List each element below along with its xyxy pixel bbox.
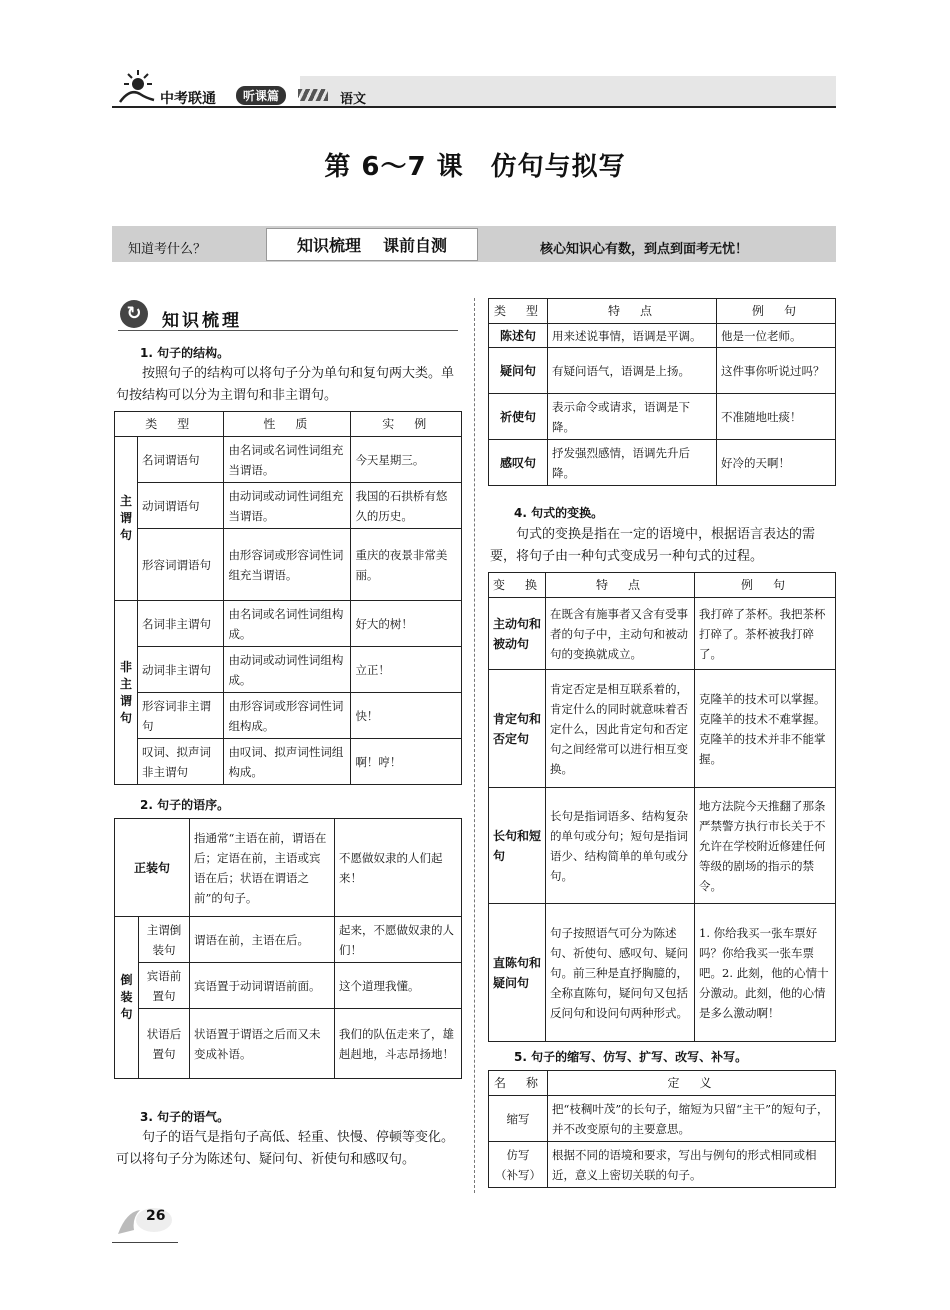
cell: 把“枝稠叶茂”的长句子，缩短为只留“主干”的短句子，并不改变原句的主要意思。 (548, 1096, 836, 1142)
header-rule (112, 106, 836, 108)
table-row (115, 483, 462, 529)
column-divider (474, 298, 475, 1193)
table-row (489, 598, 836, 670)
term-name: 缩写 (506, 1111, 530, 1126)
subject-label: 语文 (340, 92, 367, 107)
s2-heading: 2. 句子的语序。 (140, 798, 230, 812)
cell: 根据不同的语境和要求，写出与例句的形式相同或相近，意义上密切关联的句子。 (548, 1142, 836, 1188)
transform-table (488, 572, 836, 1042)
cell (489, 1096, 548, 1142)
refresh-icon: ↻ (120, 300, 148, 328)
cell: 长句是指词语多、结构复杂的单句或分句；短句是指词语少、结构简单的单句或分句。 (546, 788, 695, 904)
section-title: 知识梳理 (162, 311, 242, 331)
cell (489, 1142, 548, 1188)
cell: 感叹句 (489, 440, 548, 486)
structure-table (114, 411, 462, 785)
cell: 肯定句和否定句 (489, 670, 546, 788)
cell: 疑问句 (489, 348, 548, 394)
banner-right-text: 核心知识心有数，到点到面考无忧！ (540, 242, 749, 257)
cell: 句子按照语气可分为陈述句、祈使句、感叹句、疑问句。前三种是直抒胸臆的，全称直陈句，疑问句又包括反问句和设问句两种形式。 (546, 904, 695, 1042)
cell: 这件事你听说过吗？ (717, 348, 836, 394)
cell: 长句和短句 (489, 788, 546, 904)
cell: 名词非主谓句 (138, 601, 224, 647)
table-header-row (489, 573, 836, 598)
cell: 地方法院今天推翻了那条严禁警方执行市长关于不允许在学校附近修建任何等级的剧场的指示的禁令。 (695, 788, 836, 904)
col-header: 例 句 (717, 299, 836, 324)
table-row (489, 324, 836, 348)
cell: 我国的石拱桥有悠久的历史。 (351, 483, 462, 529)
cell: 好冷的天啊！ (717, 440, 836, 486)
term-note: （补写） (495, 1167, 541, 1182)
cell: 我打碎了茶杯。我把茶杯打碎了。茶杯被我打碎了。 (695, 598, 836, 670)
table-row (489, 1142, 836, 1188)
banner-left-text: 知道考什么？ (128, 242, 207, 257)
cell: 名词谓语句 (138, 437, 224, 483)
s1-heading: 1. 句子的结构。 (140, 346, 230, 360)
table-row (489, 348, 836, 394)
cell: 状语后置句 (138, 1009, 189, 1079)
table-row (115, 437, 462, 483)
table-row (489, 394, 836, 440)
page-title: 第 6～7 课 仿句与拟写 (324, 152, 626, 182)
s3-heading: 3. 句子的语气。 (140, 1110, 230, 1124)
s4-heading: 4. 句式的变换。 (514, 506, 604, 520)
banner-center-b: 课前自测 (383, 236, 448, 255)
cell: 由叹词、拟声词性词组构成。 (224, 739, 351, 785)
banner-center-a: 知识梳理 (296, 236, 361, 255)
table-row (115, 819, 462, 917)
cell: 重庆的夜景非常美丽。 (351, 529, 462, 601)
table-row (489, 670, 836, 788)
cell: 动词非主谓句 (138, 647, 224, 693)
col-header: 定 义 (548, 1071, 836, 1096)
col-header: 性 质 (224, 412, 351, 437)
normal-order-label: 正装句 (115, 819, 190, 917)
col-header: 类 型 (489, 299, 548, 324)
col-header: 特 点 (546, 573, 695, 598)
term-name: 仿写 (506, 1147, 530, 1162)
cell: 叹词、拟声词非主谓句 (138, 739, 224, 785)
cell: 动词谓语句 (138, 483, 224, 529)
cell: 由形容词或形容词性词组充当谓语。 (224, 529, 351, 601)
cell: 主谓倒装句 (138, 917, 189, 963)
footer-rule (112, 1242, 178, 1243)
cell: 好大的树！ (351, 601, 462, 647)
cell: 形容词非主谓句 (138, 693, 224, 739)
cell: 谓语在前，主语在后。 (190, 917, 335, 963)
col-header: 实 例 (351, 412, 462, 437)
cell: 宾语置于动词谓语前面。 (190, 963, 335, 1009)
cell: 不准随地吐痰！ (717, 394, 836, 440)
table-row (489, 440, 836, 486)
table-row (115, 601, 462, 647)
col-header: 名 称 (489, 1071, 548, 1096)
table-row (489, 1096, 836, 1142)
cell: 直陈句和疑问句 (489, 904, 546, 1042)
table-row (115, 647, 462, 693)
cell: 我们的队伍走来了，雄赳赳地，斗志昂扬地！ (335, 1009, 462, 1079)
s5-heading: 5. 句子的缩写、仿写、扩写、改写、补写。 (514, 1050, 748, 1064)
banner-center-box (266, 228, 478, 261)
cell: 啊！哼！ (351, 739, 462, 785)
table-row (115, 529, 462, 601)
cell: 他是一位老师。 (717, 324, 836, 348)
section-badge: 听课篇 (236, 86, 286, 105)
s3-paragraph: 句子的语气是指句子高低、轻重、快慢、停顿等变化。可以将句子分为陈述句、疑问句、祈使句和感叹句。 (116, 1130, 455, 1167)
cell: 抒发强烈感情，语调先升后降。 (548, 440, 717, 486)
table-row (115, 693, 462, 739)
group-label: 主谓句 (115, 437, 138, 601)
cell: 宾语前置句 (138, 963, 189, 1009)
table-row (115, 1009, 462, 1079)
col-header: 类 型 (115, 412, 224, 437)
cell: 状语置于谓语之后而又未变成补语。 (190, 1009, 335, 1079)
decorative-stripes (298, 89, 328, 101)
cell: 由名词或名词性词组充当谓语。 (224, 437, 351, 483)
cell: 形容词谓语句 (138, 529, 224, 601)
cell: 克隆羊的技术可以掌握。克隆羊的技术不难掌握。克隆羊的技术并非不能掌握。 (695, 670, 836, 788)
header-background (300, 76, 836, 106)
mood-table (488, 298, 836, 486)
cell: 在既含有施事者又含有受事者的句子中，主动句和被动句的变换就成立。 (546, 598, 695, 670)
table-header-row (489, 299, 836, 324)
group-label: 非主谓句 (115, 601, 138, 785)
table-row (115, 917, 462, 963)
cell: 有疑问语气，语调是上扬。 (548, 348, 717, 394)
cell: 1. 你给我买一张车票好吗？你给我买一张车票吧。2. 此刻，他的心情十分激动。此刻，他的心情是多么激动啊！ (695, 904, 836, 1042)
rewrite-table (488, 1070, 836, 1188)
cell: 这个道理我懂。 (335, 963, 462, 1009)
cell: 用来述说事情，语调是平调。 (548, 324, 717, 348)
col-header: 特 点 (548, 299, 717, 324)
s1-paragraph: 按照句子的结构可以将句子分为单句和复句两大类。单句按结构可以分为主谓句和非主谓句。 (116, 366, 455, 403)
table-header-row (489, 1071, 836, 1096)
table-row (115, 739, 462, 785)
table-row (489, 904, 836, 1042)
cell: 祈使句 (489, 394, 548, 440)
table-row (115, 963, 462, 1009)
cell: 起来，不愿做奴隶的人们！ (335, 917, 462, 963)
cell: 肯定否定是相互联系着的，肯定什么的同时就意味着否定什么，因此肯定句和否定句之间经常可以进行相互变换。 (546, 670, 695, 788)
logo-icon (116, 66, 156, 106)
table-header-row (115, 412, 462, 437)
cell: 不愿做奴隶的人们起来！ (335, 819, 462, 917)
cell: 今天星期三。 (351, 437, 462, 483)
logo-text: 中考联通 (160, 91, 216, 107)
cell: 表示命令或请求，语调是下降。 (548, 394, 717, 440)
col-header: 例 句 (695, 573, 836, 598)
cell: 由动词或动词性词组充当谓语。 (224, 483, 351, 529)
s4-paragraph: 句式的变换是指在一定的语境中，根据语言表达的需要，将句子由一种句式变成另一种句式的过程。 (490, 527, 816, 564)
col-header: 变 换 (489, 573, 546, 598)
cell: 由形容词或形容词性词组构成。 (224, 693, 351, 739)
cell: 由动词或动词性词组构成。 (224, 647, 351, 693)
page-number: 26 (146, 1208, 166, 1224)
group-label: 倒装句 (115, 917, 139, 1079)
cell: 陈述句 (489, 324, 548, 348)
cell: 主动句和被动句 (489, 598, 546, 670)
cell: 由名词或名词性词组构成。 (224, 601, 351, 647)
word-order-table (114, 818, 462, 1079)
cell: 快！ (351, 693, 462, 739)
cell: 指通常“主语在前，谓语在后；定语在前，主语或宾语在后；状语在谓语之前”的句子。 (190, 819, 335, 917)
cell: 立正！ (351, 647, 462, 693)
table-row (489, 788, 836, 904)
